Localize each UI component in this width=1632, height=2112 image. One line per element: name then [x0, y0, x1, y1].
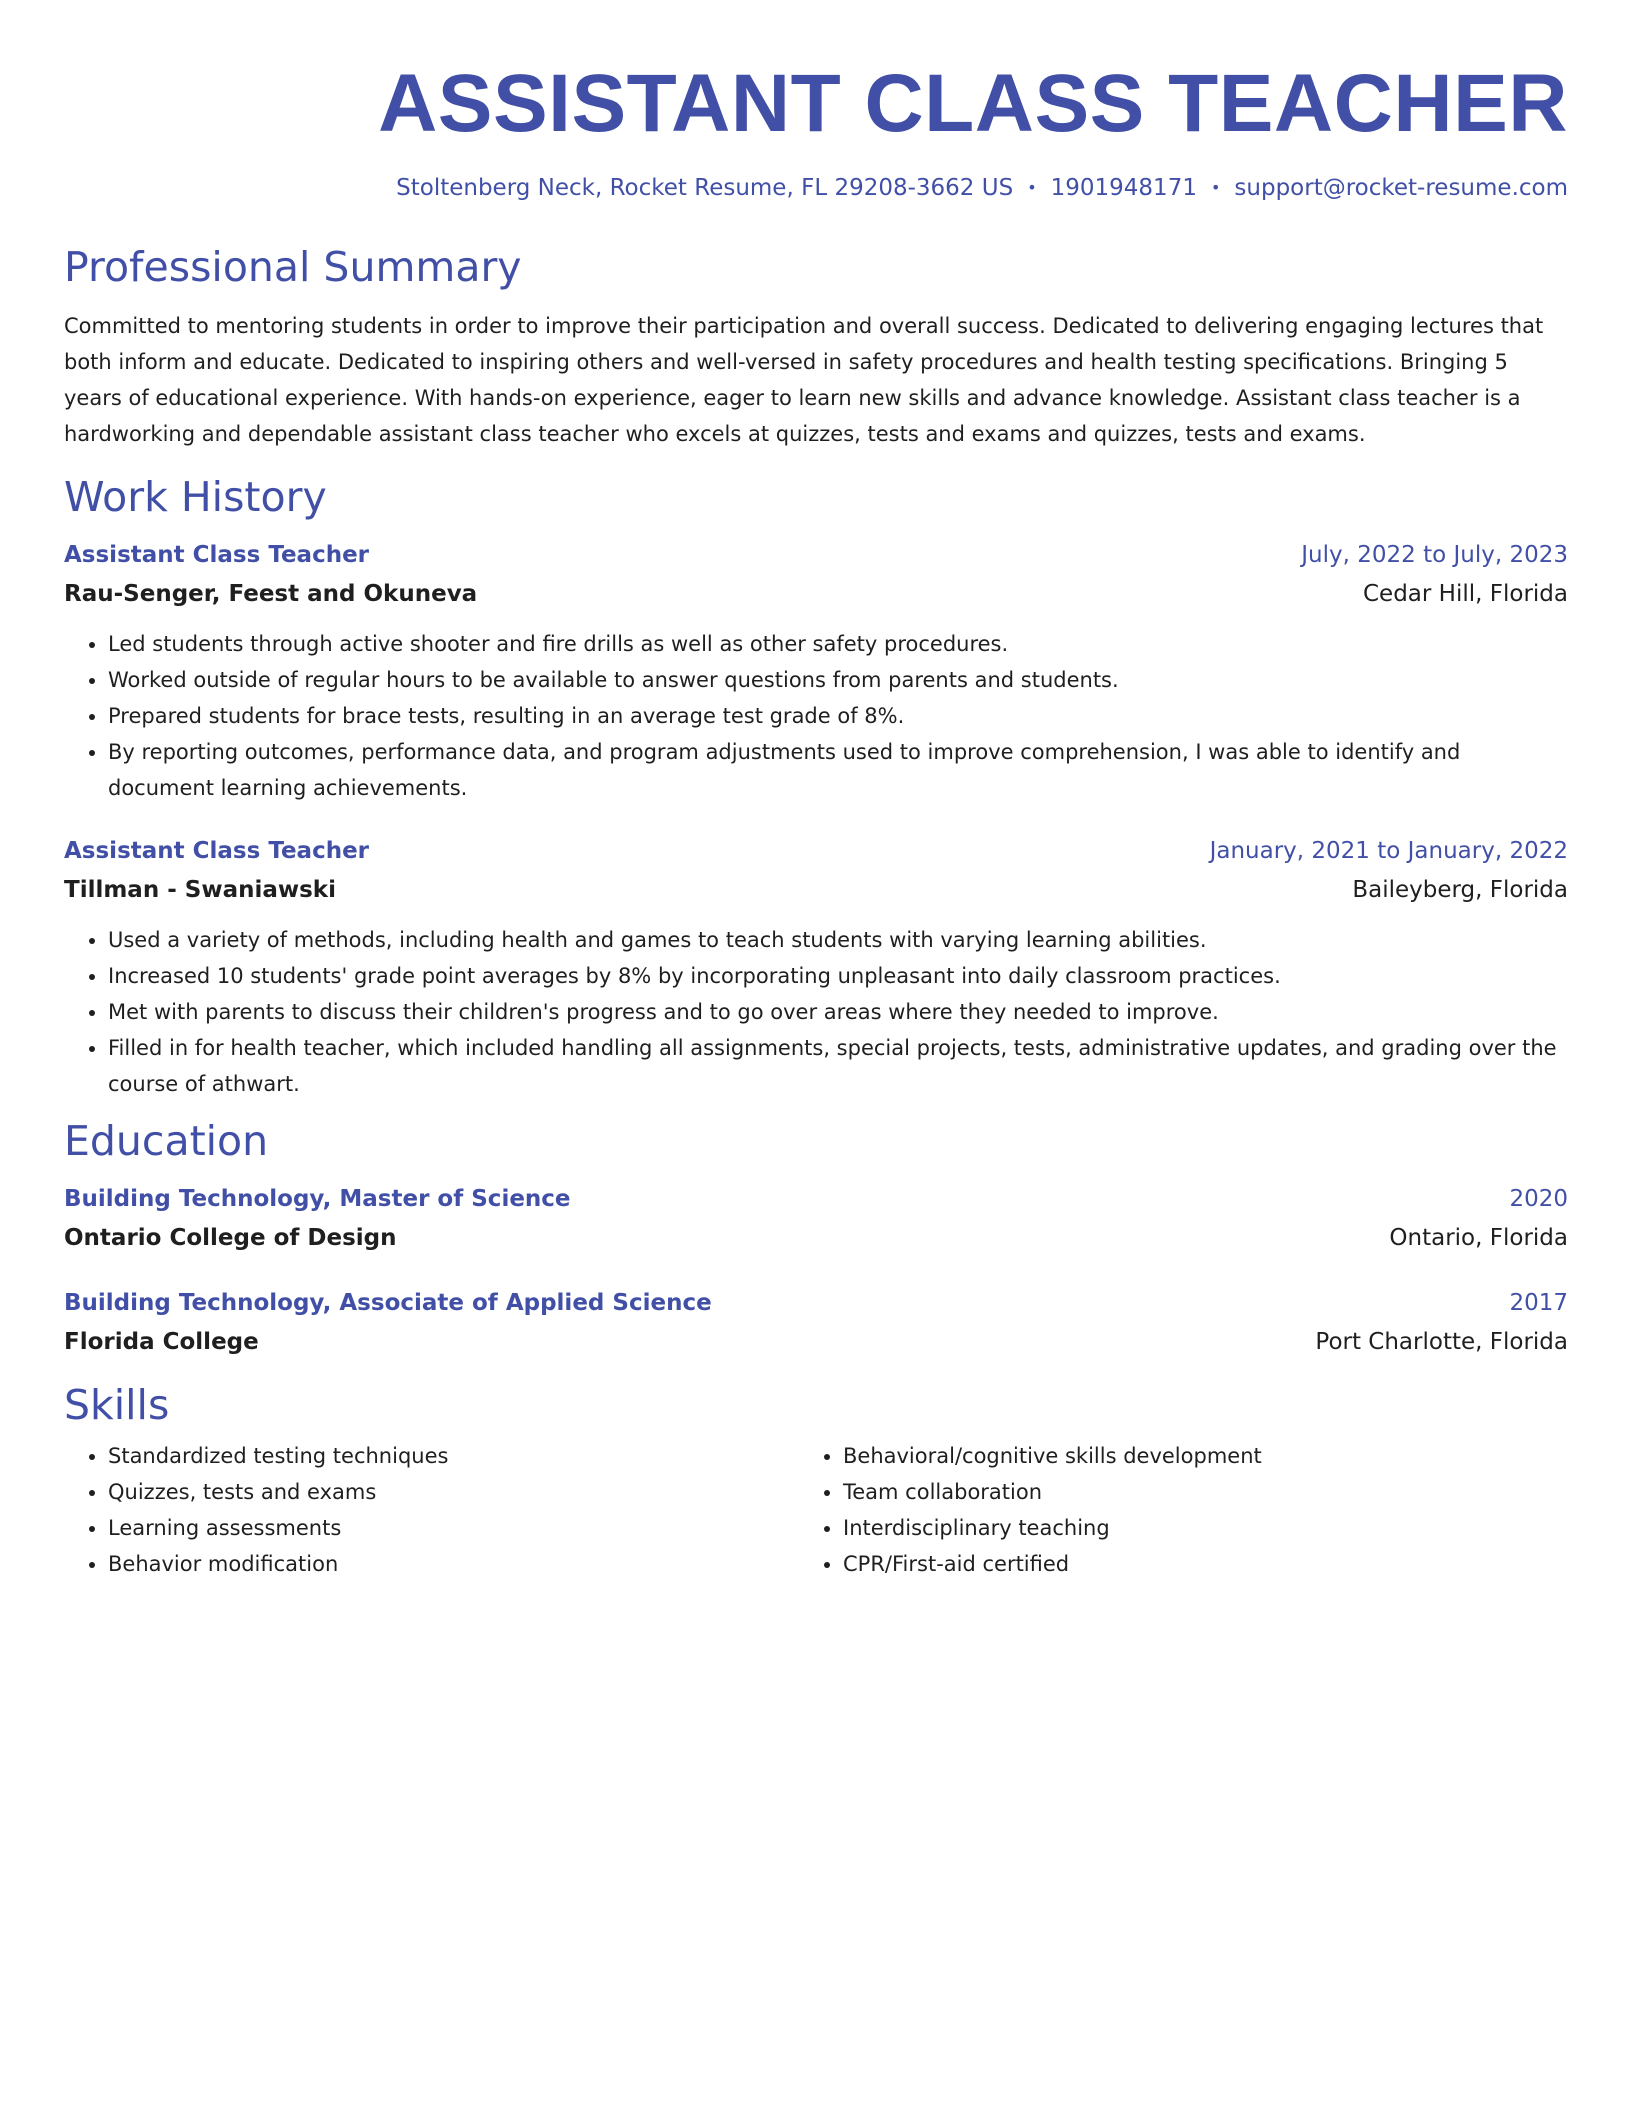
company-name: Rau-Senger, Feest and Okuneva — [64, 581, 478, 607]
education-entry-subheader — [64, 1218, 1568, 1258]
job-bullet: • Worked outside of regular hours to be available to answer questions from parents and students. — [108, 662, 1568, 698]
resume-header — [64, 56, 1568, 204]
job-title: Assistant Class Teacher — [64, 838, 370, 864]
school-name: Florida College — [64, 1329, 259, 1355]
skill-item: • Behavioral/cognitive skills development — [843, 1438, 1533, 1474]
job-bullet: • Increased 10 students' grade point averages by 8% by incorporating unpleasant into daily classroom practices. — [108, 958, 1568, 994]
degree: Building Technology, Master of Science — [64, 1186, 571, 1212]
education-entry — [64, 1180, 1568, 1258]
section-title-work-history: Work History — [64, 473, 327, 521]
company-name: Tillman - Swaniawski — [64, 877, 336, 903]
job-bullet-list — [64, 922, 1568, 1102]
job-bullet: • Used a variety of methods, including health and games to teach students with varying learning abilities. — [108, 922, 1568, 958]
education-entry-header — [64, 1284, 1568, 1322]
job-dates: July, 2022 to July, 2023 — [1301, 542, 1568, 568]
skill-item: • Interdisciplinary teaching — [843, 1510, 1533, 1546]
job-bullet: • Prepared students for brace tests, resulting in an average test grade of 8%. — [108, 698, 1568, 734]
job-bullet: • By reporting outcomes, performance data, and program adjustments used to improve comprehension, I was able to identify and document learning achievements. — [108, 734, 1568, 806]
education-entry — [64, 1284, 1568, 1362]
work-entry-header — [64, 832, 1568, 870]
job-bullet: • Filled in for health teacher, which included handling all assignments, special projects, tests, administrative updates, and grading over the course of athwart. — [108, 1030, 1568, 1102]
graduation-year: 2020 — [1509, 1186, 1568, 1212]
email: support@rocket-resume.com — [1234, 175, 1568, 201]
skill-item: • Standardized testing techniques — [108, 1438, 799, 1474]
phone: 1901948171 — [1050, 175, 1197, 201]
job-dates: January, 2021 to January, 2022 — [1209, 838, 1568, 864]
skill-item: • Behavior modification — [108, 1546, 799, 1582]
work-entry-subheader — [64, 574, 1568, 614]
section-title-education: Education — [64, 1117, 269, 1165]
job-bullet: • Led students through active shooter and fire drills as well as other safety procedures. — [108, 626, 1568, 662]
job-bullet: • Met with parents to discuss their children's progress and to go over areas where they needed to improve. — [108, 994, 1568, 1030]
summary-text: Committed to mentoring students in order to improve their participation and overall success. Dedicated to delivering engaging lectures that both inform and educate. Dedicated to inspiring others and well-versed in safety procedures and health testing specifications. Bringing 5 years of educational experience. With hands-on experience, eager to learn new skills and advance knowledge. Assistant class teacher is a hardworking and dependable assistant class teacher who excels at quizzes, tests and exams and quizzes, tests and exams. — [64, 314, 1544, 446]
address: Stoltenberg Neck, Rocket Resume, FL 29208-3662 US — [396, 175, 1014, 201]
work-entry-subheader — [64, 870, 1568, 910]
skills-column — [64, 1438, 799, 1582]
school-name: Ontario College of Design — [64, 1225, 397, 1251]
education-entry-subheader — [64, 1322, 1568, 1362]
work-entry — [64, 832, 1568, 1102]
job-location: Baileyberg, Florida — [1352, 877, 1568, 903]
section-title-skills: Skills — [64, 1381, 170, 1429]
school-location: Ontario, Florida — [1389, 1225, 1568, 1251]
work-entry — [64, 536, 1568, 806]
contact-separator: • — [1210, 178, 1221, 197]
skills-grid — [64, 1438, 1568, 1582]
school-location: Port Charlotte, Florida — [1315, 1329, 1568, 1355]
skill-item: • Team collaboration — [843, 1474, 1533, 1510]
job-title: Assistant Class Teacher — [64, 542, 370, 568]
skill-item: • Quizzes, tests and exams — [108, 1474, 799, 1510]
work-entry-header — [64, 536, 1568, 574]
degree: Building Technology, Associate of Applied Science — [64, 1290, 712, 1316]
skill-item: • CPR/First-aid certified — [843, 1546, 1533, 1582]
candidate-name: ASSISTANT CLASS TEACHER — [378, 58, 1568, 149]
contact-line — [64, 172, 1568, 204]
graduation-year: 2017 — [1509, 1290, 1568, 1316]
education-entry-header — [64, 1180, 1568, 1218]
job-bullet-list — [64, 626, 1568, 806]
job-location: Cedar Hill, Florida — [1363, 581, 1568, 607]
contact-separator: • — [1027, 178, 1037, 197]
skills-column — [799, 1438, 1533, 1582]
section-title-summary: Professional Summary — [64, 243, 522, 291]
skill-item: • Learning assessments — [108, 1510, 799, 1546]
